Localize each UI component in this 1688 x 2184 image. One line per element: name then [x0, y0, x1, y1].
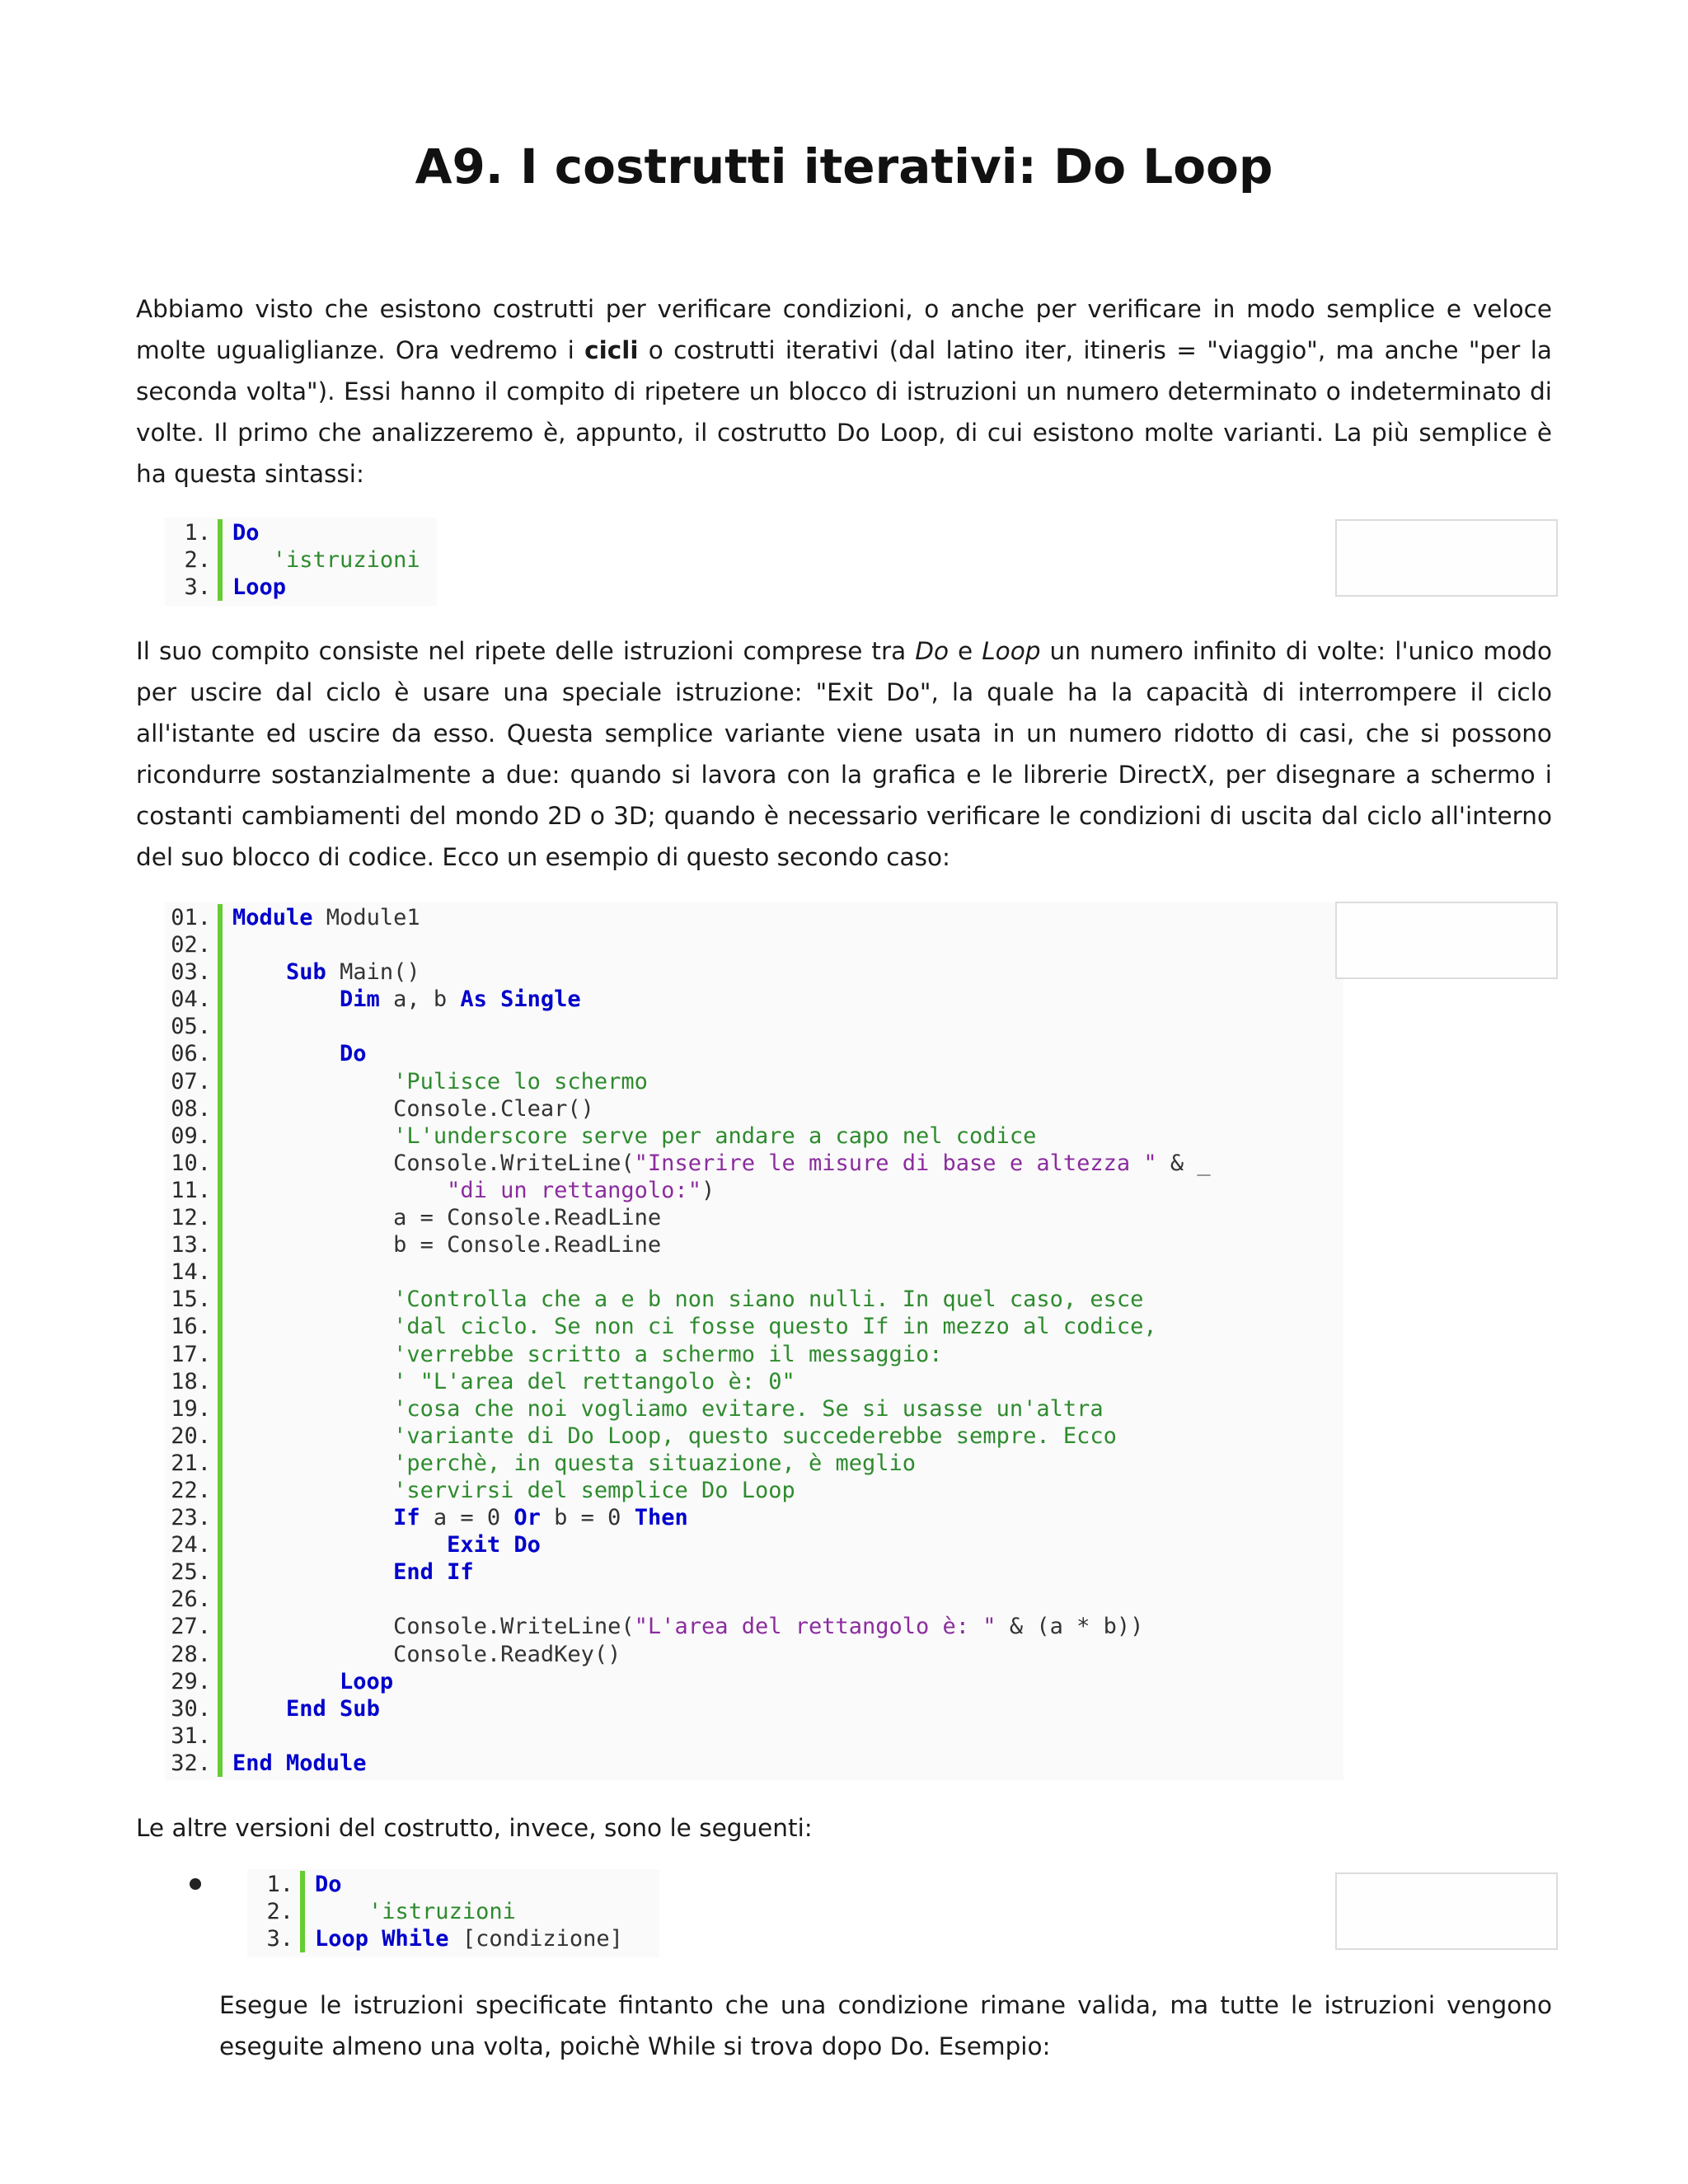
- code-token: [232, 1505, 393, 1530]
- code-token: [232, 1314, 393, 1339]
- line-bar: [218, 1450, 223, 1477]
- code-token: [232, 1696, 286, 1722]
- code-line: [165, 1313, 1211, 1340]
- line-number: 04.: [171, 987, 211, 1013]
- line-bar: [218, 1068, 223, 1095]
- code-token: [232, 1342, 393, 1367]
- code-token: 'Controlla che a e b non siano nulli. In quel caso, esce: [393, 1286, 1144, 1313]
- line-bar: [300, 1925, 305, 1952]
- code-block-1: [165, 519, 420, 601]
- code-line: [165, 1586, 1211, 1613]
- line-bar: [218, 1177, 223, 1204]
- line-bar: [218, 1395, 223, 1422]
- code-token: [232, 1478, 393, 1503]
- line-bar: [218, 574, 223, 601]
- line-bar: [218, 1368, 223, 1395]
- code-line: [165, 1668, 1211, 1695]
- line-number: 02.: [171, 932, 211, 958]
- line-number: 2.: [266, 1899, 293, 1925]
- line-bar: [300, 1898, 305, 1925]
- code-token: [232, 1041, 340, 1066]
- code-token: [232, 1559, 393, 1585]
- line-number: 1.: [266, 1872, 293, 1897]
- line-number: 20.: [171, 1422, 211, 1449]
- code-token: [232, 1451, 393, 1476]
- code-line: [247, 1898, 623, 1925]
- line-number: 28.: [171, 1641, 211, 1667]
- line-bar: [218, 1641, 223, 1668]
- paragraph-4: Esegue le istruzioni specificate fintanto che una condizione rimane valida, ma tutte le istruzioni vengono eseguite almeno una volta, poichè While si trova dopo Do. Esempio:: [219, 1991, 1552, 2060]
- line-bar: [218, 1286, 223, 1313]
- line-number: 2.: [184, 547, 211, 574]
- line-number: 15.: [171, 1286, 211, 1313]
- code-token: a = Console.ReadLine: [232, 1205, 662, 1231]
- code-token: a, b: [379, 987, 461, 1013]
- code-block-2: [165, 904, 1211, 1777]
- line-number: 13.: [171, 1232, 211, 1258]
- code-token: Loop: [340, 1668, 394, 1694]
- line-bar: [218, 1422, 223, 1450]
- paragraph-2: Il suo compito consiste nel ripete delle istruzioni comprese tra Do e Loop un numero infinito di volte: l'unico modo per uscire dal ciclo è usare una speciale istruzione: "Exit Do", la quale ha la capacità di interrompere il ciclo all'istante ed uscire da esso. Questa semplice variante viene usata in un numero ridotto di casi, che si possono ricondurre sostanzialmente a due: quando si lavora con la grafica e le librerie DirectX, per disegnare a schermo i costanti cambiamenti del mondo 2D o 3D; quando è necessario verificare le condizioni di uscita dal ciclo all'interno del suo blocco di codice. Ecco un esempio di questo secondo caso:: [136, 637, 1553, 871]
- code-line: [165, 1368, 1211, 1395]
- line-bar: [218, 1204, 223, 1231]
- code-line: [247, 1925, 623, 1952]
- code-token: [232, 1532, 447, 1558]
- line-bar: [218, 1586, 223, 1613]
- code-token: As Single: [460, 987, 581, 1013]
- code-line: [165, 1341, 1211, 1368]
- line-bar: [218, 904, 223, 931]
- code-token: 'istruzioni: [368, 1899, 516, 1925]
- code-token: [condizione]: [448, 1926, 623, 1952]
- code-token: Dim: [340, 987, 380, 1013]
- code-line: [165, 1422, 1211, 1450]
- code-token: b = Console.ReadLine: [232, 1232, 662, 1258]
- code-token: 'cosa che noi vogliamo evitare. Se si usasse un'altra: [393, 1395, 1104, 1422]
- code-line: [165, 986, 1211, 1013]
- code-token: & (a * b)): [996, 1614, 1144, 1640]
- code-token: [232, 1286, 393, 1312]
- code-line: [165, 1258, 1211, 1286]
- line-number: 1.: [184, 520, 211, 546]
- line-bar: [218, 986, 223, 1013]
- code-line: [165, 1504, 1211, 1531]
- code-token: [232, 1123, 393, 1149]
- code-token: Console.WriteLine(: [232, 1150, 635, 1176]
- code-toolbar-box[interactable]: [1335, 1872, 1558, 1950]
- code-token: End Module: [232, 1750, 367, 1776]
- line-number: 27.: [171, 1614, 211, 1640]
- line-bar: [218, 1695, 223, 1722]
- code-line: [165, 1095, 1211, 1122]
- line-bar: [218, 1313, 223, 1340]
- code-line: [165, 1122, 1211, 1150]
- code-line: [165, 1040, 1211, 1067]
- code-line: [247, 1871, 623, 1898]
- line-number: 07.: [171, 1068, 211, 1094]
- code-token: b = 0: [540, 1505, 635, 1531]
- code-line: [165, 1722, 1211, 1750]
- code-token: 'servirsi del semplice Do Loop: [393, 1477, 795, 1503]
- line-bar: [218, 1122, 223, 1150]
- line-number: 25.: [171, 1559, 211, 1586]
- line-bar: [218, 1750, 223, 1777]
- line-number: 23.: [171, 1505, 211, 1531]
- code-line: [165, 1150, 1211, 1177]
- line-bar: [218, 1668, 223, 1695]
- line-bar: [218, 546, 223, 574]
- code-token: [232, 959, 286, 985]
- line-bar: [218, 1722, 223, 1750]
- code-token: a = 0: [420, 1505, 514, 1531]
- line-number: 10.: [171, 1150, 211, 1176]
- code-token: 'Pulisce lo schermo: [393, 1068, 648, 1094]
- line-bar: [218, 1504, 223, 1531]
- line-number: 11.: [171, 1177, 211, 1203]
- code-line: [165, 1641, 1211, 1668]
- line-number: 30.: [171, 1695, 211, 1722]
- line-number: 22.: [171, 1477, 211, 1503]
- line-number: 19.: [171, 1395, 211, 1422]
- code-line: [165, 1068, 1211, 1095]
- bullet-icon: [190, 1878, 201, 1890]
- code-token: [232, 1669, 340, 1694]
- code-line: [165, 1286, 1211, 1313]
- line-bar: [218, 1095, 223, 1122]
- code-line: [165, 1177, 1211, 1204]
- code-line: [165, 1558, 1211, 1586]
- line-bar: [218, 1558, 223, 1586]
- code-line: [165, 904, 1211, 931]
- line-number: 21.: [171, 1450, 211, 1476]
- code-line: [165, 1531, 1211, 1558]
- code-token: Sub: [286, 959, 326, 986]
- paragraph-3: Le altre versioni del costrutto, invece, sono le seguenti:: [136, 1814, 813, 1842]
- code-line: [165, 574, 420, 601]
- code-token: Loop: [232, 574, 287, 601]
- line-bar: [218, 519, 223, 546]
- code-line: [165, 519, 420, 546]
- line-number: 32.: [171, 1750, 211, 1776]
- line-bar: [218, 1477, 223, 1504]
- code-token: Console.ReadKey(): [232, 1641, 621, 1667]
- code-line: [165, 931, 1211, 958]
- line-number: 24.: [171, 1532, 211, 1558]
- code-line: [165, 1395, 1211, 1422]
- code-token: 'dal ciclo. Se non ci fosse questo If in mezzo al codice,: [393, 1314, 1157, 1340]
- code-line: [165, 546, 420, 574]
- line-number: 08.: [171, 1095, 211, 1122]
- code-token: If: [393, 1505, 420, 1531]
- line-bar: [218, 1013, 223, 1040]
- code-token: [232, 987, 340, 1012]
- code-line: [165, 1450, 1211, 1477]
- line-number: 14.: [171, 1259, 211, 1286]
- code-token: [232, 547, 273, 573]
- line-number: 06.: [171, 1041, 211, 1067]
- line-number: 31.: [171, 1722, 211, 1749]
- code-line: [165, 958, 1211, 986]
- code-block-3: [247, 1871, 623, 1952]
- code-line: [165, 1231, 1211, 1258]
- code-token: Do: [232, 520, 260, 546]
- code-line: [165, 1204, 1211, 1231]
- code-line: [165, 1013, 1211, 1040]
- line-bar: [218, 958, 223, 986]
- code-token: Then: [634, 1505, 688, 1531]
- code-toolbar-box[interactable]: [1335, 519, 1558, 597]
- code-token: Console.WriteLine(: [232, 1614, 635, 1640]
- line-number: 09.: [171, 1122, 211, 1149]
- code-token: [232, 1178, 447, 1203]
- line-bar: [218, 1341, 223, 1368]
- line-bar: [218, 931, 223, 958]
- line-number: 18.: [171, 1368, 211, 1394]
- intro-paragraph: Abbiamo visto che esistono costrutti per verificare condizioni, o anche per verificare in modo semplice e veloce molte ugualiglianze. Ora vedremo i cicli o costrutti iterativi (dal latino iter, itineris = "viaggio", ma anche "per la seconda volta"). Essi hanno il compito di ripetere un blocco di istruzioni un numero determinato o indeterminato di volte. Il primo che analizzeremo è, appunto, il costrutto Do Loop, di cui esistono molte varianti. La più semplice è ha questa sintassi:: [136, 295, 1552, 488]
- code-token: "L'area del rettangolo è: ": [634, 1614, 996, 1640]
- line-bar: [218, 1040, 223, 1067]
- code-token: "Inserire le misure di base e altezza ": [634, 1150, 1157, 1176]
- code-token: ): [701, 1177, 715, 1203]
- code-token: "di un rettangolo:": [447, 1177, 701, 1203]
- code-token: 'perchè, in questa situazione, è meglio: [393, 1450, 917, 1476]
- code-token: End If: [393, 1559, 474, 1586]
- line-bar: [218, 1150, 223, 1177]
- line-number: 12.: [171, 1205, 211, 1231]
- line-bar: [218, 1531, 223, 1558]
- code-token: Do: [340, 1041, 367, 1067]
- line-number: 03.: [171, 959, 211, 986]
- code-token: Or: [513, 1505, 541, 1531]
- code-line: [165, 1750, 1211, 1777]
- line-number: 29.: [171, 1668, 211, 1694]
- code-token: [232, 1369, 393, 1394]
- code-token: Module1: [312, 905, 420, 930]
- line-bar: [218, 1231, 223, 1258]
- line-bar: [218, 1613, 223, 1640]
- line-bar: [218, 1258, 223, 1286]
- code-token: Console.Clear(): [232, 1095, 594, 1122]
- code-token: [315, 1899, 368, 1924]
- code-token: 'istruzioni: [272, 547, 420, 574]
- line-number: 05.: [171, 1014, 211, 1040]
- line-number: 16.: [171, 1314, 211, 1340]
- code-token: Main(): [326, 959, 420, 986]
- code-line: [165, 1477, 1211, 1504]
- code-token: 'verrebbe scritto a schermo il messaggio:: [393, 1341, 943, 1367]
- code-line: [165, 1695, 1211, 1722]
- code-token: [232, 1396, 393, 1422]
- page-title: A9. I costrutti iterativi: Do Loop: [415, 138, 1273, 194]
- code-token: 'variante di Do Loop, questo succederebbe sempre. Ecco: [393, 1422, 1117, 1449]
- code-token: [232, 1069, 393, 1094]
- code-token: & _: [1156, 1150, 1211, 1176]
- code-token: 'L'underscore serve per andare a capo nel codice: [393, 1122, 1037, 1149]
- code-toolbar-box[interactable]: [1335, 902, 1558, 979]
- line-number: 3.: [266, 1926, 293, 1952]
- code-token: End Sub: [286, 1695, 380, 1722]
- code-token: [232, 1423, 393, 1449]
- line-number: 17.: [171, 1341, 211, 1367]
- line-number: 01.: [171, 905, 211, 930]
- code-token: ' "L'area del rettangolo è: 0": [393, 1368, 795, 1394]
- code-token: Module: [232, 905, 313, 930]
- code-token: Loop While: [315, 1926, 449, 1952]
- code-token: Do: [315, 1872, 342, 1897]
- line-bar: [300, 1871, 305, 1898]
- line-number: 26.: [171, 1586, 211, 1613]
- code-token: Exit Do: [447, 1532, 541, 1558]
- code-line: [165, 1613, 1211, 1640]
- line-number: 3.: [184, 574, 211, 601]
